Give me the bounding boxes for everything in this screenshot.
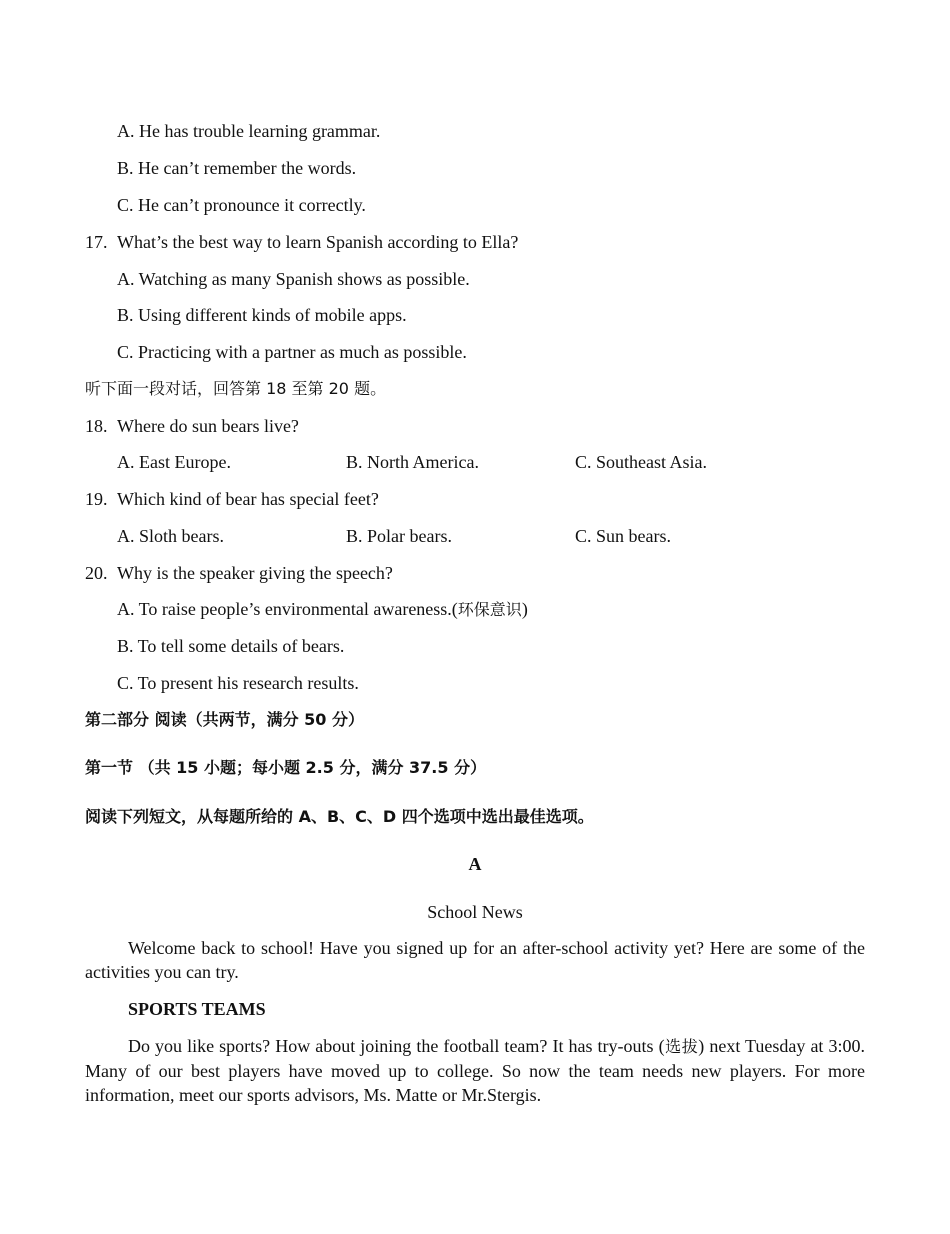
instruction-18-20: 听下面一段对话，回答第 18 至第 20 题。 [85, 379, 387, 398]
q18-option-c: C. Southeast Asia. [575, 452, 708, 472]
q20-option-c: C. To present his research results. [117, 673, 359, 693]
q19-option-a: A. Sloth bears. [117, 526, 224, 546]
q17-option-b: B. Using different kinds of mobile apps. [117, 305, 407, 325]
q20-option-a-close: ) [521, 599, 528, 619]
q20-option-b: B. To tell some details of bears. [117, 636, 345, 656]
q20-option-a-text: A. To raise people’s environmental awareness.( [117, 599, 458, 619]
q17-option-a: A. Watching as many Spanish shows as possible. [117, 269, 470, 289]
part2-title: 第二部分 阅读（共两节，满分 50 分） [85, 710, 364, 729]
q18-text: Where do sun bears live? [117, 416, 299, 436]
q19-options [117, 524, 817, 548]
q19-stem [85, 487, 379, 511]
q18-option-a: A. East Europe. [117, 452, 231, 472]
passage-title: School News [427, 902, 523, 922]
reading-instruction: 阅读下列短文，从每题所给的 A、B、C、D 四个选项中选出最佳选项。 [85, 807, 594, 826]
q20-option-a-gloss: 环保意识 [457, 600, 522, 619]
q20-number: 20. [85, 563, 108, 583]
passage-letter: A [468, 854, 482, 874]
q18-number: 18. [85, 416, 108, 436]
q19-option-b: B. Polar bears. [346, 526, 452, 546]
q20-option-a [117, 597, 528, 622]
sports-text-before: Do you like sports? How about joining the football team? It has try-outs ( [128, 1036, 665, 1056]
sports-text-after: ) next Tuesday at 3:00. Many of our best players have moved up to college. So now the team needs new players. For more information, meet our sports advisors, Ms. Matte or Mr.Stergis. [85, 1036, 865, 1105]
q18-option-b: B. North America. [346, 452, 479, 472]
q20-text: Why is the speaker giving the speech? [117, 563, 393, 583]
passage-intro: Welcome back to school! Have you signed up for an after-school activity yet? Here are some of the activities you can try. [85, 938, 865, 982]
q16-option-a: A. He has trouble learning grammar. [117, 121, 381, 141]
q20-stem [85, 561, 393, 585]
q18-stem [85, 414, 299, 438]
q19-option-c: C. Sun bears. [575, 526, 671, 546]
passage-heading-sports: SPORTS TEAMS [128, 999, 266, 1019]
passage-paragraph-sports [85, 1034, 865, 1107]
q19-text: Which kind of bear has special feet? [117, 489, 379, 509]
q19-number: 19. [85, 489, 108, 509]
q17-number: 17. [85, 232, 108, 252]
sports-gloss: 选拔 [664, 1037, 699, 1056]
q17-text: What’s the best way to learn Spanish according to Ella? [117, 232, 519, 252]
q17-option-c: C. Practicing with a partner as much as possible. [117, 342, 467, 362]
q16-option-b: B. He can’t remember the words. [117, 158, 357, 178]
q16-option-c: C. He can’t pronounce it correctly. [117, 195, 366, 215]
section1-title: 第一节 （共 15 小题；每小题 2.5 分，满分 37.5 分） [85, 758, 487, 777]
q18-options [117, 450, 817, 474]
q17-stem [85, 230, 518, 254]
